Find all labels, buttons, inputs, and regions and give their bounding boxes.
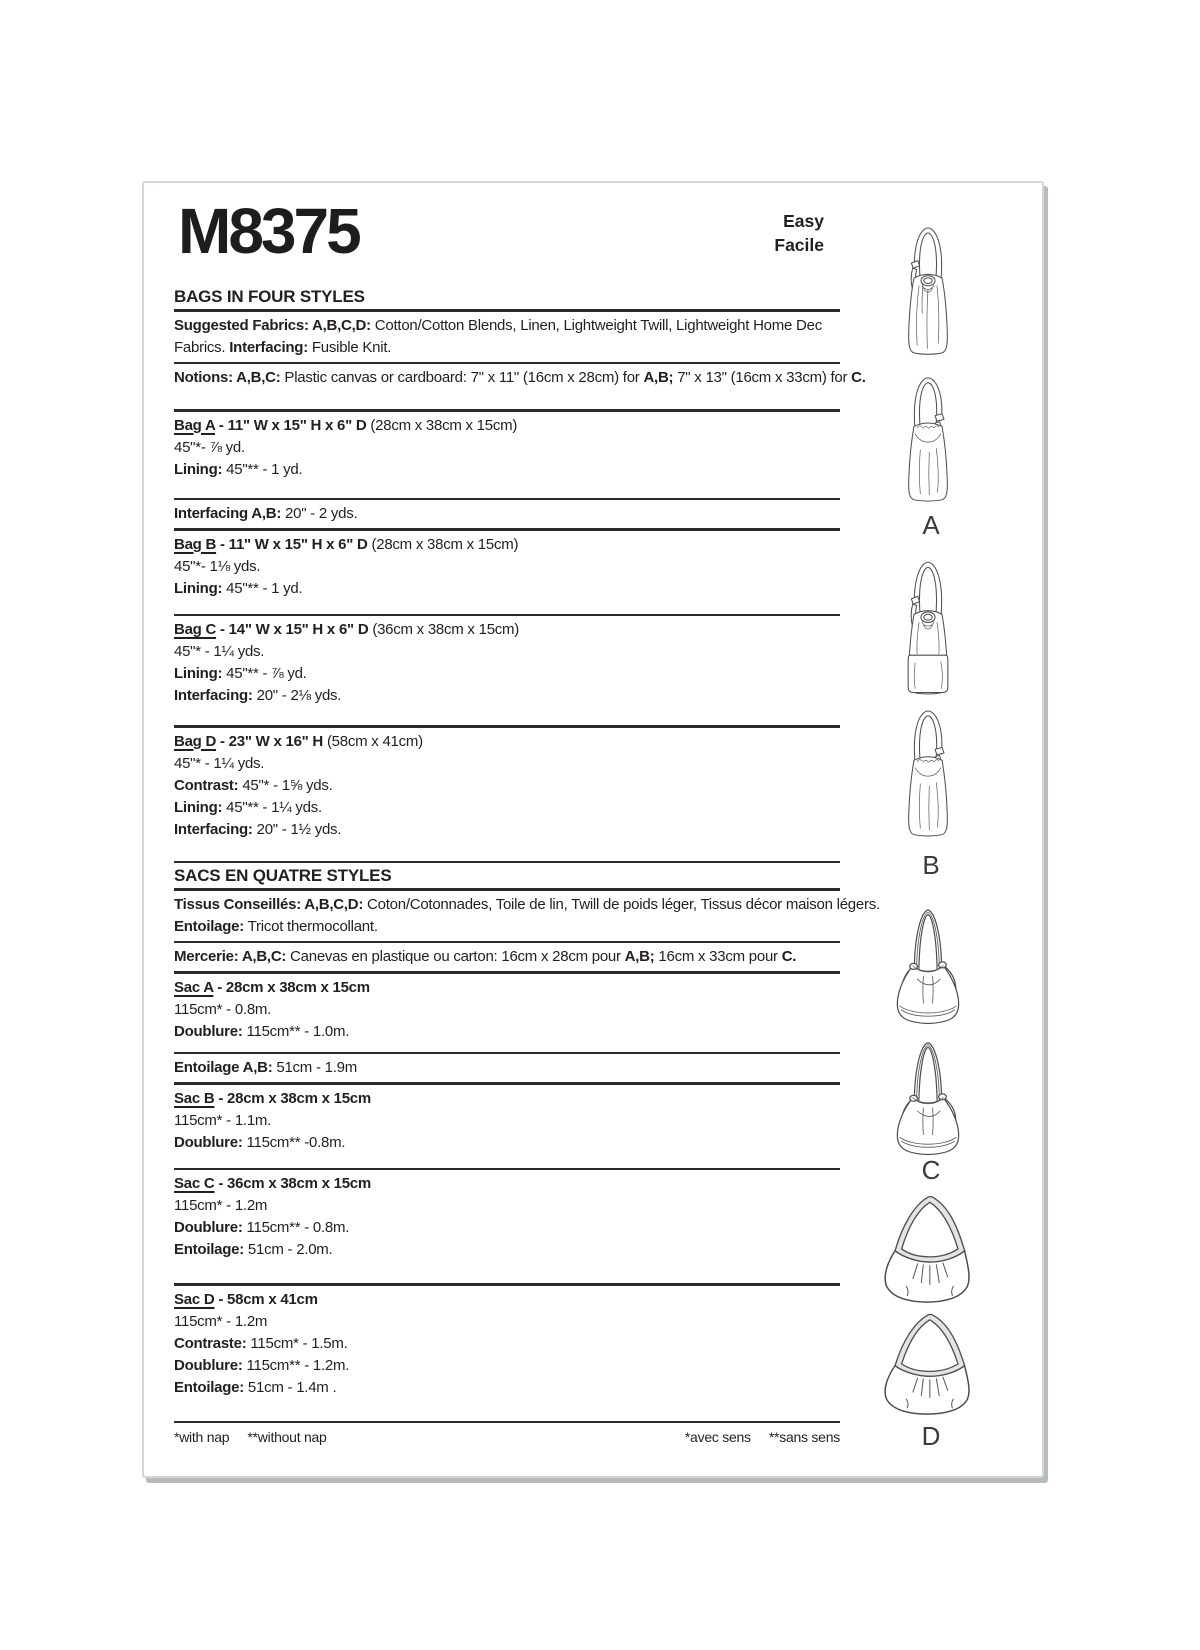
pattern-number: M8375 [178,195,359,267]
text-line: Bag D - 23" W x 16" H (58cm x 41cm) [174,732,423,750]
yardage-column [174,287,880,1448]
bag-a-front-drawing [896,223,960,361]
text-line: Lining: 45"** - 1 yd. [174,579,303,597]
spacer [174,707,840,722]
text-line: Doublure: 115cm** - 1.0m. [174,1022,350,1040]
divider-rule [174,1168,840,1171]
tissus-paragraph [174,894,880,938]
divider-rule [174,861,840,864]
divider-rule [174,409,840,412]
divider-rule [174,528,840,531]
text-line: 115cm* - 0.8m. [174,1000,272,1018]
footnotes-row [174,1426,840,1448]
bag-c-back-drawing [890,1034,966,1156]
text-line: *with nap **without nap [174,1429,327,1445]
text-line: Contraste: 115cm* - 1.5m. [174,1334,348,1352]
pattern-envelope-back [142,181,1044,1478]
french-heading: SACS EN QUATRE STYLES [174,866,392,885]
bag-c-yardage [174,619,840,707]
bag-d-front-drawing [880,1193,974,1303]
text-line: Bag A - 11" W x 15" H x 6" D (28cm x 38cm x 15cm) [174,416,518,434]
divider-rule [174,498,840,501]
text-line: Fabrics. Interfacing: Fusible Knit. [174,338,392,356]
divider-rule [174,1421,840,1424]
text-line: Bag C - 14" W x 15" H x 6" D (36cm x 38cm x 15cm) [174,621,520,638]
text-line: 115cm* - 1.1m. [174,1111,272,1129]
text-line: Sac D - 58cm x 41cm [174,1290,318,1308]
view-label-b: B [922,850,940,880]
bag-a-back-drawing [896,373,960,507]
pleated-bag-illustration [880,1311,974,1415]
divider-rule [174,888,840,891]
bag-d-yardage [174,731,840,841]
text-line: Lining: 45"** - ⅞ yd. [174,665,307,682]
text-line: Doublure: 115cm** -0.8m. [174,1133,346,1151]
bag-a-yardage [174,415,840,481]
divider-rule [174,1052,840,1055]
text-line: Suggested Fabrics: A,B,C,D: Cotton/Cotton Blends, Linen, Lightweight Twill, Lightweight Home Dec [174,316,822,334]
text-line: Bag B - 11" W x 15" H x 6" D (28cm x 38cm x 15cm) [174,535,519,553]
bag-b-yardage [174,534,840,600]
sac-d-metrage [174,1289,840,1399]
text-line: Doublure: 115cm** - 1.2m. [174,1356,350,1374]
divider-rule [174,1283,840,1286]
text-line: Entoilage: 51cm - 2.0m. [174,1241,333,1258]
spacer [174,841,840,858]
suggested-fabrics-paragraph [174,315,840,359]
text-line: *avec sens **sans sens [684,1429,840,1445]
spacer [174,1261,840,1280]
divider-rule [174,309,840,312]
divider-rule [174,1082,840,1085]
spacer [174,1043,840,1049]
text-line: Entoilage: 51cm - 1.4m . [174,1378,337,1396]
divider-rule [174,362,840,365]
hobo-bag-ring-illustration [896,223,960,361]
notions-paragraph [174,367,866,389]
text-line: 45"*- ⅞ yd. [174,438,245,456]
text-line: Interfacing A,B: 20" - 2 yds. [174,505,358,522]
text-line: Lining: 45"** - 1¼ yds. [174,798,322,816]
view-label-c: C [921,1155,941,1185]
hobo-bag-ring-panel-illustration [896,557,960,701]
text-line: Notions: A,B,C: Plastic canvas or cardboard: 7" x 11" (16cm x 28cm) for A,B; 7" x 13" (16cm x 33cm) for C. [174,369,866,386]
sac-a-metrage [174,977,840,1043]
spacer [174,389,840,406]
entoilage-ab-metrage [174,1057,840,1079]
sac-b-metrage [174,1088,840,1154]
text-line: 45"* - 1¼ yds. [174,643,265,660]
spacer [174,1154,840,1165]
hobo-bag-knot-illustration [896,706,960,842]
text-line: Lining: 45"** - 1 yd. [174,460,303,478]
spacer [174,481,840,495]
divider-rule [174,941,840,944]
bag-b-back-drawing [896,706,960,842]
bow-hobo-bag-illustration [890,901,966,1025]
view-label-a: A [922,510,940,540]
bow-hobo-bag-illustration [890,1034,966,1156]
difficulty-badge [684,209,824,257]
divider-rule [174,725,840,728]
text-line: Sac A - 28cm x 38cm x 15cm [174,978,370,996]
english-heading: BAGS IN FOUR STYLES [174,287,365,306]
sac-c-metrage [174,1173,840,1261]
spacer [174,600,840,611]
bag-c-front-drawing [890,901,966,1025]
text-line: Entoilage A,B: 51cm - 1.9m [174,1059,357,1076]
hobo-bag-knot-illustration [896,373,960,507]
text-line: 45"*- 1⅛ yds. [174,557,261,575]
bag-b-front-drawing [896,557,960,701]
text-line: 45"* - 1¼ yds. [174,754,265,772]
divider-rule [174,971,840,974]
text-line: 115cm* - 1.2m [174,1197,268,1214]
divider-rule [174,614,840,617]
interfacing-ab-yardage [174,503,840,525]
text-line: Interfacing: 20" - 1½ yds. [174,820,342,838]
text-line: Sac B - 28cm x 38cm x 15cm [174,1089,371,1107]
text-line: Mercerie: A,B,C: Canevas en plastique ou carton: 16cm x 28cm pour A,B; 16cm x 33cm pour C. [174,948,797,965]
pleated-bag-illustration [880,1193,974,1303]
footnote-english [174,1426,327,1448]
difficulty-english: Easy [783,211,824,231]
text-line: Contrast: 45"* - 1⅝ yds. [174,776,333,794]
text-line: Entoilage: Tricot thermocollant. [174,917,378,935]
text-line: Tissus Conseillés: A,B,C,D: Coton/Cotonnades, Toile de lin, Twill de poids léger, Tissus décor maison légers. [174,895,880,913]
view-label-d: D [921,1421,941,1451]
text-line: Doublure: 115cm** - 0.8m. [174,1219,350,1236]
spacer [174,1399,840,1418]
text-line: Interfacing: 20" - 2⅛ yds. [174,687,342,704]
text-line: Sac C - 36cm x 38cm x 15cm [174,1175,371,1192]
bag-d-back-drawing [880,1311,974,1415]
mercerie-paragraph [174,946,840,968]
footnote-french [685,1426,840,1448]
difficulty-french: Facile [774,235,824,255]
text-line: 115cm* - 1.2m [174,1312,268,1330]
